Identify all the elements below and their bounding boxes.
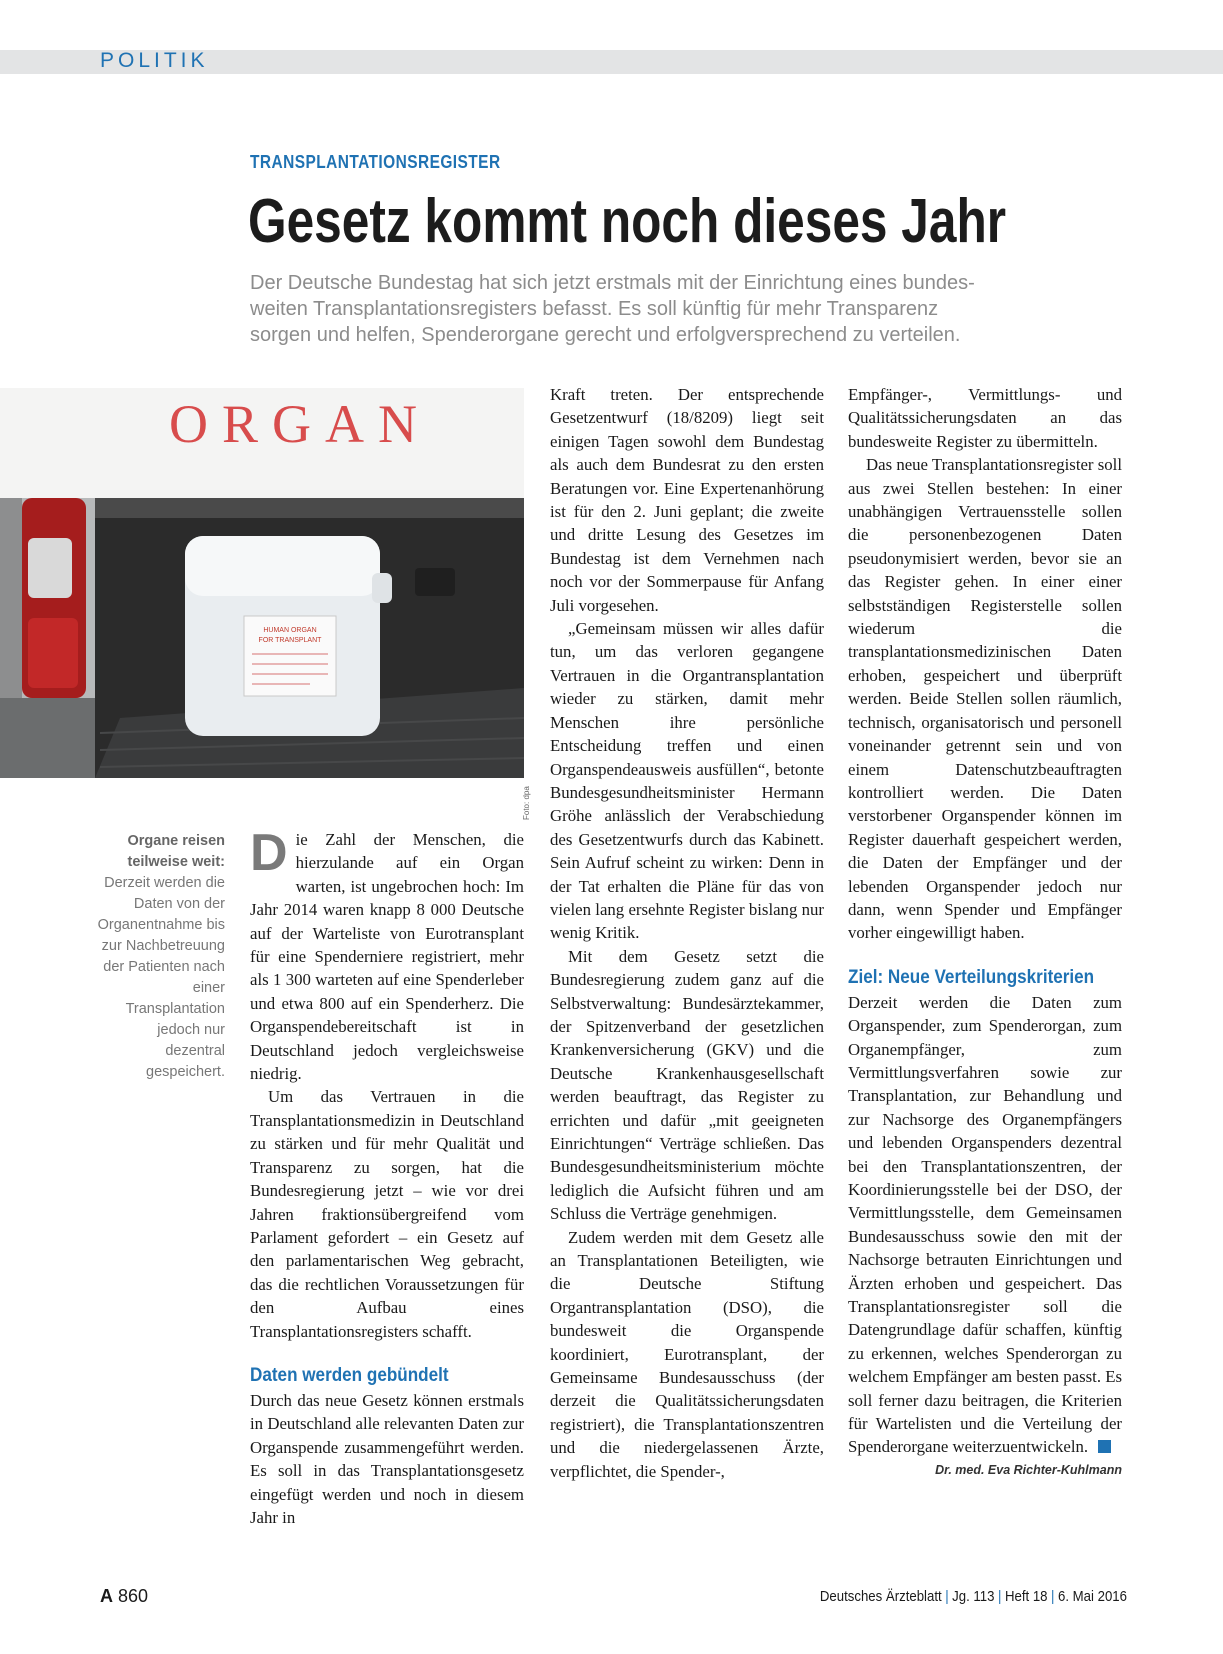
paragraph: Um das Vertrauen in die Transplantationsmedizin in Deutschland zu stärken und für mehr Qualität und Transparenz zu sorgen, hat die Bundesregierung jetzt – wie vor drei Jahren fraktionsübergreifend vom Parlament gefordert – ein Gesetz auf den parlamentarischen Weg gebracht, das die rechtlichen Voraussetzungen für den Aufbau eines Transplantationsregisters schafft.: [250, 1087, 524, 1341]
photo-box-label: HUMAN ORGAN: [263, 627, 317, 634]
footer-publication-info: Deutsches Ärzteblatt | Jg. 113 | Heft 18 | 6. Mai 2016: [819, 1588, 1127, 1605]
end-mark-icon: [1098, 1440, 1111, 1453]
drop-cap: D: [250, 824, 288, 882]
paragraph: Kraft treten. Der entsprechende Gesetzentwurf (18/8209) liegt seit einigen Tagen sowohl dem Bundestag als auch dem Bundesrat zu den ersten Beratungen vor. Eine Expertenanhörung ist für den 2. Juni geplant; die zweite und dritte Lesung des Gesetzes im Bundestag ist dem Vernehmen nach noch vor der Sommerpause für Anfang Juli vorgesehen.: [550, 385, 824, 615]
footer-issue: Heft 18: [1004, 1588, 1048, 1605]
photo-organ-lettering: ORGAN: [168, 394, 432, 454]
author-byline: Dr. med. Eva Richter-Kuhlmann: [935, 1462, 1122, 1477]
paragraph: Die Zahl der Menschen, die hierzulande auf ein Organ warten, ist ungebrochen hoch: Im Jahr 2014 waren knapp 8 000 Deutsche auf der Warteliste von Eurotransplant für eine Spenderniere registriert, mehr als 1 300 warteten auf eine Spenderleber und etwa 800 auf ein Spenderherz. Die Organspendebereitschaft ist in Deutschland jedoch vergleichsweise niedrig.: [250, 824, 524, 1084]
article-lead: [250, 270, 1110, 348]
photo-box-label: FOR TRANSPLANT: [258, 637, 322, 644]
paragraph: Zudem werden mit dem Gesetz alle an Transplantationen Beteiligten, wie die Deutsche Stiftung Organtransplantation (DSO), die bundesweit die Organspende koordiniert, Eurotransplant, der Gemeinsame Bundesausschuss (der derzeit die Qualitätssicherungsdaten registriert), die Transplantationszentren und die niedergelassenen Ärzte, verpflichtet, die Spender-,: [550, 1227, 824, 1481]
photo-caption: [96, 831, 225, 1083]
caption-text: Derzeit werden die Daten von der Organentnahme bis zur Nachbetreuung der Patienten nach einer Transplantation jedoch nur dezentral gespeichert.: [97, 875, 225, 1080]
paragraph: „Gemeinsam müssen wir alles dafür tun, um das verloren gegangene Vertrauen in die Organtransplantation wieder zu stärken, damit mehr Menschen ihre persönliche Entscheidung treffen und einen Organspendeausweis ausfüllen“, betonte Bundesgesundheitsminister Hermann Gröhe anlässlich der Verabschiedung des Gesetzentwurfs durch das Kabinett. Sein Aufruf scheint zu wirken: Denn in der Tat erhalten die Pläne für das von vielen lang ersehnte Register bislang nur wenig Kritik.: [550, 619, 824, 943]
article-column-3: [848, 383, 1122, 1480]
caption-lead: Organe reisen teilweise weit:: [127, 833, 225, 870]
section-label: POLITIK: [100, 49, 209, 72]
page-prefix: A: [100, 1586, 113, 1606]
paragraph: Das neue Transplantationsregister soll aus zwei Stellen bestehen: In einer unabhängigen Vertrauensstelle sollen die personenbezogenen Daten pseudonymisiert werden, bevor sie an das Register gehen. In einer einer selbstständigen Registerstelle sollen wiederum die transplantationsmedizinischen Daten erhoben, gespeichert und überprüft werden. Beide Stellen sollen räumlich, technisch, organisatorisch und personell voneinander getrennt sein und von einem Datenschutzbeauftragten kontrolliert werden. Die Daten verstorbener Organspender können im Register dauerhaft gespeichert werden, die Daten der Empfänger und der lebenden Organspender jedoch nur dann, wenn Spender und Empfänger vorher eingewilligt haben.: [848, 455, 1122, 943]
article-column-1: [250, 824, 524, 1529]
page-number: [100, 1586, 148, 1607]
article-kicker: TRANSPLANTATIONSREGISTER: [250, 152, 501, 172]
footer-date: 6. Mai 2016: [1058, 1588, 1127, 1605]
lead-line: weiten Transplantationsregisters befasst. Es soll künftig für mehr Transparenz: [250, 298, 939, 320]
paragraph: Derzeit werden die Daten zum Organspender, zum Spenderorgan, zum Organempfänger, zum Vermittlungsverfahren sowie zur Transplantation, zur Behandlung und zur Nachsorge des Organempfängers und lebenden Organspenders dezentral bei den Transplantationszentren, der Koordinierungsstelle bei der DSO, der Vermittlungsstelle, dem Gemeinsamen Bundesausschuss sowie den mit der Nachsorge betrauten Einrichtungen und Ärzten erhoben und gespeichert. Das Transplantationsregister soll die Datengrundlage dafür schaffen, künftig zu erkennen, welches Spenderorgan zu welchem Empfänger am besten passt. Es soll ferner dazu beitragen, die Kriterien für Wartelisten und die Verteilung der Spenderorgane weiterzuentwickeln.: [848, 992, 1123, 1457]
article-photo: [0, 388, 524, 778]
page-number-value: 860: [118, 1586, 149, 1606]
paragraph: Empfänger-, Vermittlungs- und Qualitätssicherungsdaten an das bundesweite Register zu übermitteln.: [848, 385, 1122, 451]
subheading-ziel: Ziel: Neue Verteilungskriterien: [848, 966, 1095, 988]
paragraph: Mit dem Gesetz setzt die Bundesregierung zudem ganz auf die Selbstverwaltung: Bundesärztekammer, der Spitzenverband der gesetzlichen Krankenversicherung (GKV) und die Deutsche Krankenhausgesellschaft werden beauftragt, das Register zu errichten und dafür „mit geeigneten Einrichtungen“ Verträge schließen. Das Bundesgesundheitsministerium möchte lediglich die Aufsicht führen und am Schluss die Verträge genehmigen.: [550, 946, 824, 1224]
footer-volume: Jg. 113: [952, 1588, 995, 1605]
lead-line: sorgen und helfen, Spenderorgane gerecht und erfolgversprechend zu verteilen.: [250, 324, 961, 346]
footer-journal: Deutsches Ärzteblatt: [819, 1588, 942, 1605]
lead-line: Der Deutsche Bundestag hat sich jetzt erstmals mit der Einrichtung eines bundes-: [250, 272, 975, 294]
subheading-daten: Daten werden gebündelt: [250, 1364, 449, 1386]
paragraph: Durch das neue Gesetz können erstmals in Deutschland alle relevanten Daten zur Organspende zusammengeführt werden. Es soll in das Transplantationsgesetz eingefügt werden und noch in diesem Jahr in: [250, 1390, 524, 1527]
article-column-2: [550, 383, 824, 1483]
photo-credit: Foto: dpa: [522, 786, 531, 820]
article-headline: Gesetz kommt noch dieses Jahr: [248, 187, 1007, 256]
